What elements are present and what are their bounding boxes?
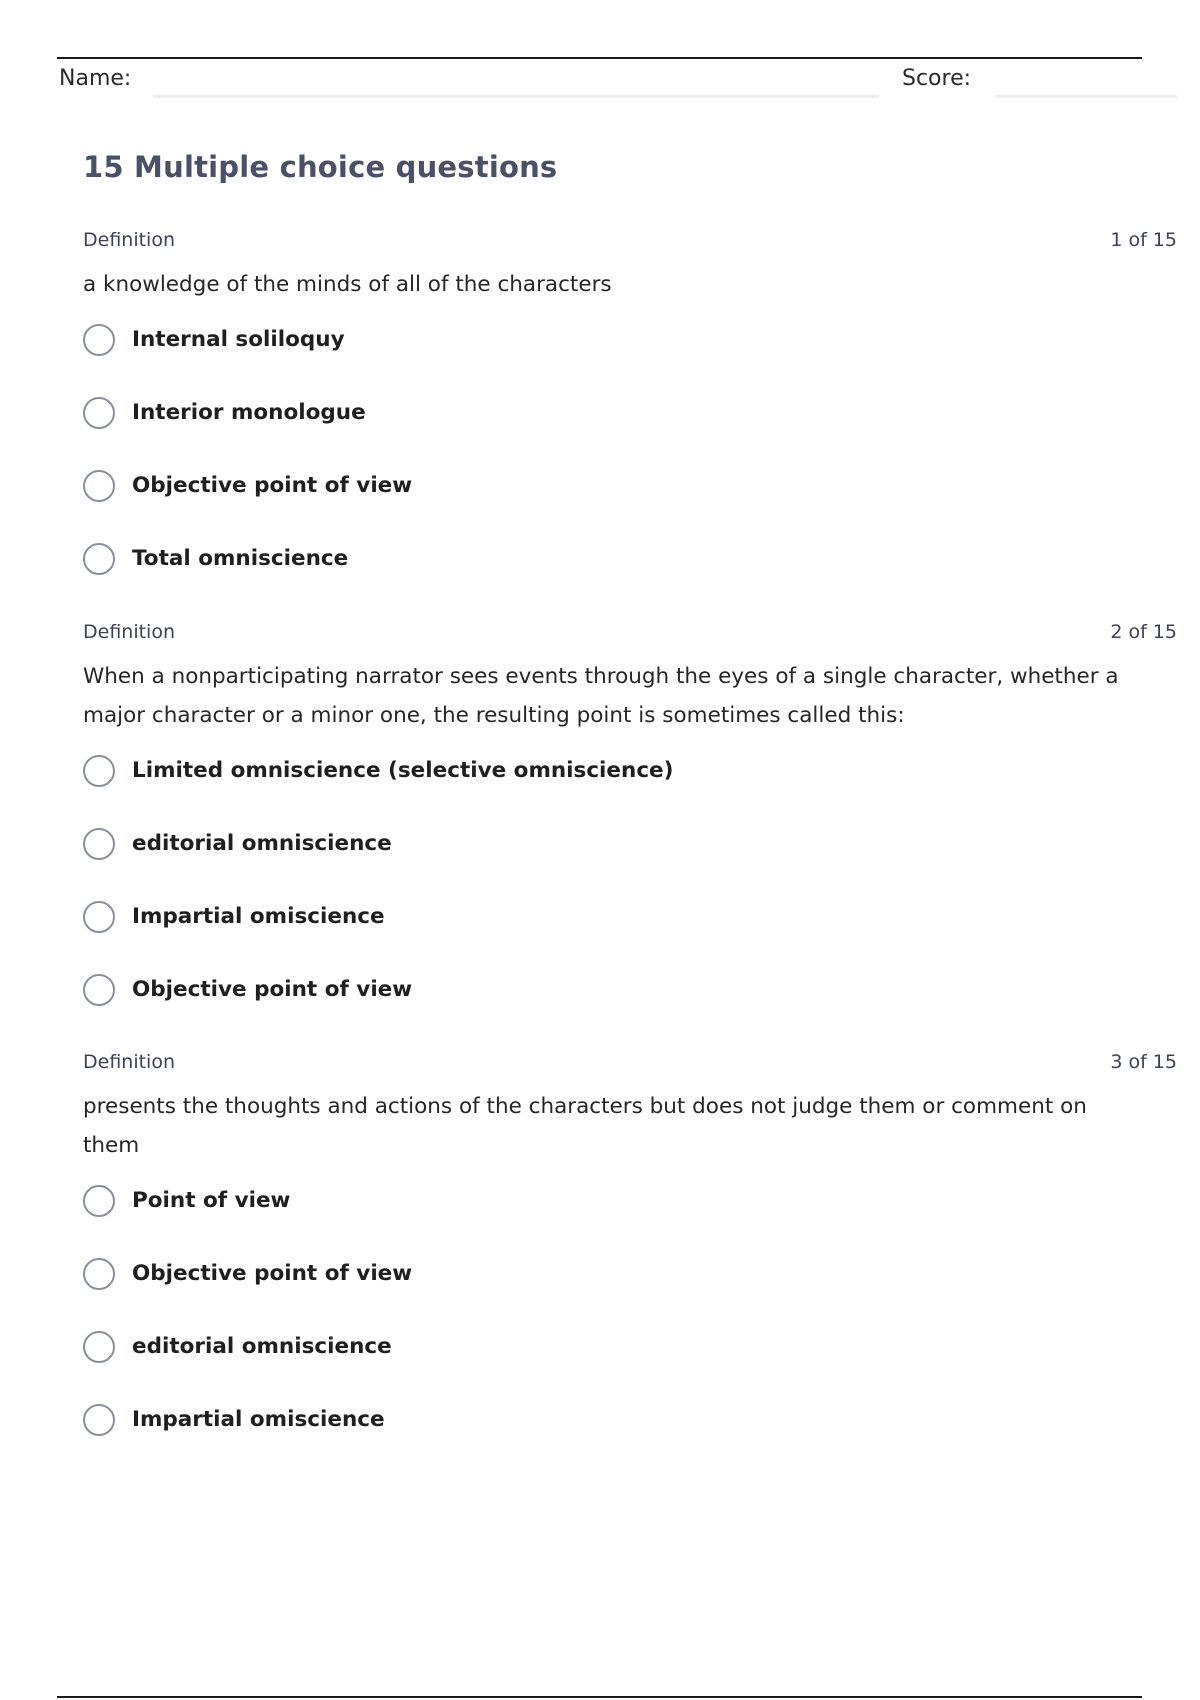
question-header [83,229,1177,255]
score-field[interactable] [995,95,1177,98]
answer-option-label[interactable]: editorial omniscience [132,1334,392,1359]
answer-option[interactable] [83,1246,1177,1319]
top-rule [57,57,1142,59]
answer-option-label[interactable]: Objective point of view [132,977,413,1002]
radio-button[interactable] [83,828,115,860]
page-title: 15 Multiple choice questions [83,150,558,184]
question-1 [83,229,1177,604]
question-type-label: Definition [83,1051,176,1073]
radio-button[interactable] [83,543,115,575]
answer-option-label[interactable]: Interior monologue [132,400,366,425]
answer-options [83,743,1177,1035]
name-label: Name: [59,66,132,91]
radio-button[interactable] [83,397,115,429]
answer-option-label[interactable]: Objective point of view [132,473,413,498]
answer-option[interactable] [83,889,1177,962]
radio-button[interactable] [83,1404,115,1436]
score-label: Score: [902,66,972,91]
question-prompt: When a nonparticipating narrator sees events through the eyes of a single character, whether a major character or a minor one, the resulting point is sometimes called this: [83,664,1119,728]
question-counter: 1 of 15 [1110,229,1177,251]
answer-option-label[interactable]: Point of view [132,1188,291,1213]
answer-option[interactable] [83,385,1177,458]
worksheet-header [0,62,1200,102]
answer-option[interactable] [83,312,1177,385]
answer-option[interactable] [83,1392,1177,1465]
question-prompt: presents the thoughts and actions of the characters but does not judge them or comment on them [83,1094,1087,1158]
answer-option[interactable] [83,458,1177,531]
answer-option-label[interactable]: Total omniscience [132,546,349,571]
name-field[interactable] [153,95,879,98]
radio-button[interactable] [83,1185,115,1217]
answer-option-label[interactable]: Impartial omiscience [132,904,385,929]
answer-option[interactable] [83,816,1177,889]
radio-button[interactable] [83,1258,115,1290]
answer-option[interactable] [83,1319,1177,1392]
radio-button[interactable] [83,1331,115,1363]
answer-option[interactable] [83,962,1177,1035]
answer-options [83,1173,1177,1465]
answer-option-label[interactable]: Internal soliloquy [132,327,345,352]
radio-button[interactable] [83,974,115,1006]
question-counter: 2 of 15 [1110,621,1177,643]
question-counter: 3 of 15 [1110,1051,1177,1073]
answer-option[interactable] [83,1173,1177,1246]
bottom-rule [57,1696,1142,1698]
answer-option[interactable] [83,531,1177,604]
answer-option-label[interactable]: Impartial omiscience [132,1407,385,1432]
answer-option-label[interactable]: editorial omniscience [132,831,392,856]
answer-option[interactable] [83,743,1177,816]
radio-button[interactable] [83,755,115,787]
radio-button[interactable] [83,901,115,933]
question-header [83,621,1177,647]
answer-option-label[interactable]: Limited omniscience (selective omniscience) [132,758,674,783]
question-2 [83,621,1177,1035]
question-header [83,1051,1177,1077]
answer-option-label[interactable]: Objective point of view [132,1261,413,1286]
radio-button[interactable] [83,324,115,356]
question-prompt: a knowledge of the minds of all of the characters [83,272,612,297]
radio-button[interactable] [83,470,115,502]
question-type-label: Definition [83,621,176,643]
answer-options [83,312,1177,604]
question-3 [83,1051,1177,1465]
question-type-label: Definition [83,229,176,251]
